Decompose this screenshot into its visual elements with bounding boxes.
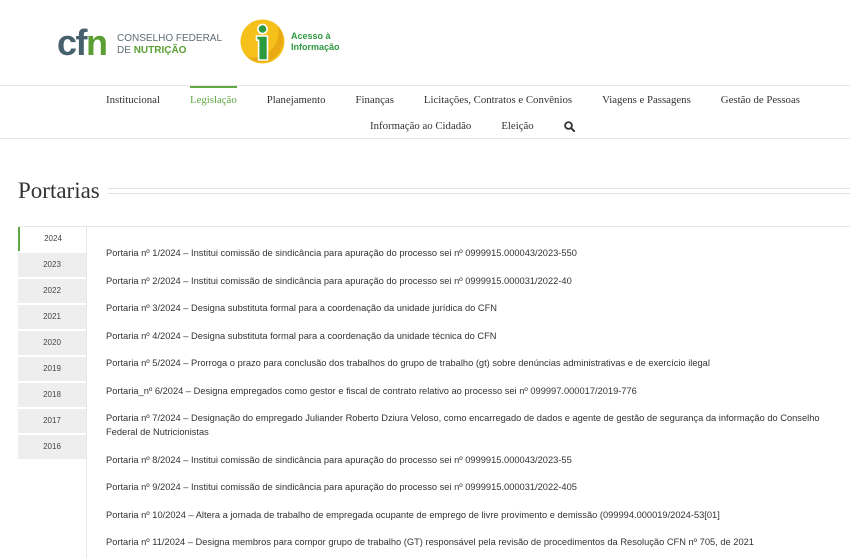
nav-item-legislacao[interactable]: Legislação <box>189 94 237 106</box>
portaria-link[interactable]: Portaria nº 10/2024 – Altera a jornada de trabalho de empregada ocupante de emprego de livre provimento e demissão (099994.000019/2024-53[01] <box>106 509 720 520</box>
year-tab-2022[interactable]: 2022 <box>18 279 86 303</box>
search-icon <box>564 121 575 132</box>
portaria-list-item <box>106 508 830 522</box>
nav-item-planejamento[interactable]: Planejamento <box>266 94 326 106</box>
nav-item-viagens[interactable]: Viagens e Passagens <box>602 94 691 106</box>
portaria-link[interactable]: Portaria nº 11/2024 – Designa membros para compor grupo de trabalho (GT) responsável pela revisão de procedimentos da Resolução CFN nº 705, de 2021 <box>106 537 754 547</box>
portaria-link[interactable]: Portaria_nº 6/2024 – Designa empregados como gestor e fiscal de contrato relativo ao processo sei nº 099997.000017/2019-776 <box>106 385 637 396</box>
portaria-list <box>106 246 830 549</box>
logo-mark-n: n <box>86 22 107 63</box>
year-tab-2023[interactable]: 2023 <box>18 253 86 277</box>
portaria-link[interactable]: Portaria nº 1/2024 – Institui comissão de sindicância para apuração do processo sei nº 0999915.000043/2023-550 <box>106 248 577 258</box>
portaria-link[interactable]: Portaria nº 3/2024 – Designa substituta formal para a coordenação da unidade jurídica do CFN <box>106 303 498 313</box>
main-nav-row-2 <box>370 118 575 134</box>
portaria-list-item <box>106 301 830 315</box>
portaria-list-item <box>106 453 830 467</box>
logo-line-1: CONSELHO FEDERAL <box>117 33 223 44</box>
portaria-link[interactable]: Portaria nº 7/2024 – Designação do empregado Juliander Roberto Dziura Veloso, como encarregado de dados e agente de gestão de segurança da informação do Conselho Federal de Nutricionistas <box>106 413 820 437</box>
title-separator <box>108 188 850 194</box>
nav-item-licitacoes[interactable]: Licitações, Contratos e Convênios <box>423 94 573 106</box>
cfn-logo[interactable] <box>57 22 227 63</box>
page-title: Portarias <box>18 178 100 203</box>
portaria-panel <box>86 227 850 558</box>
year-tab-list <box>18 227 86 461</box>
access-line-2: Informação <box>291 41 340 52</box>
main-nav-row-1 <box>106 92 800 108</box>
portaria-link[interactable]: Portaria nº 5/2024 – Prorroga o prazo para conclusão dos trabalhos do grupo de trabalho (gt) sobre denúncias administrativas e de exercício ilegal <box>106 358 710 368</box>
logo-text <box>117 33 222 57</box>
logo-line-2 <box>117 45 222 57</box>
portaria-link[interactable]: Portaria nº 8/2024 – Institui comissão de sindicância para apuração do processo sei nº 0999915.000043/2023-55 <box>106 454 572 465</box>
access-line-1: Acesso à <box>291 30 331 41</box>
portaria-list-item <box>106 274 830 288</box>
year-tab-2020[interactable]: 2020 <box>18 331 86 355</box>
year-tab-2017[interactable]: 2017 <box>18 409 86 433</box>
portaria-link[interactable]: Portaria nº 2/2024 – Institui comissão de sindicância para apuração do processo sei nº 0999915.000031/2022-40 <box>106 275 572 286</box>
portaria-list-item <box>106 329 830 343</box>
nav-item-eleicao[interactable]: Eleição <box>501 120 534 132</box>
info-icon-stem <box>257 36 268 60</box>
logo-mark <box>57 22 107 63</box>
logo-mark-cf: cf <box>57 22 87 63</box>
portaria-list-item <box>106 480 830 494</box>
portaria-link[interactable]: Portaria nº 4/2024 – Designa substituta formal para a coordenação da unidade técnica do CFN <box>106 330 497 341</box>
site-header <box>0 0 850 86</box>
logo-line-2-highlight: NUTRIÇÃO <box>133 45 187 56</box>
access-information-text <box>291 31 340 53</box>
search-button[interactable] <box>564 118 575 134</box>
year-tab-2019[interactable]: 2019 <box>18 357 86 381</box>
nav-divider <box>0 138 850 139</box>
search-icon-handle <box>571 128 574 131</box>
portaria-list-item <box>106 384 830 398</box>
info-icon-dot <box>258 24 267 33</box>
year-tab-2024[interactable]: 2024 <box>18 227 86 251</box>
nav-item-informacao-cidadao[interactable]: Informação ao Cidadão <box>370 120 472 132</box>
year-tab-2016[interactable]: 2016 <box>18 435 86 459</box>
logo-line-2-prefix: DE <box>117 45 131 56</box>
portaria-list-item <box>106 356 830 370</box>
nav-item-financas[interactable]: Finanças <box>355 94 394 106</box>
nav-item-institucional[interactable]: Institucional <box>106 94 160 106</box>
portaria-list-item <box>106 411 830 439</box>
portaria-list-item <box>106 535 830 549</box>
nav-item-gestao-pessoas[interactable]: Gestão de Pessoas <box>720 94 800 106</box>
portaria-link[interactable]: Portaria nº 9/2024 – Institui comissão de sindicância para apuração do processo sei nº 0999915.000031/2022-405 <box>106 482 577 492</box>
year-tab-2018[interactable]: 2018 <box>18 383 86 407</box>
year-tab-2021[interactable]: 2021 <box>18 305 86 329</box>
portaria-list-item <box>106 246 830 260</box>
access-information-link[interactable] <box>240 19 340 64</box>
page-title-row <box>18 178 850 204</box>
year-tabs <box>18 226 850 558</box>
info-icon <box>240 19 285 64</box>
